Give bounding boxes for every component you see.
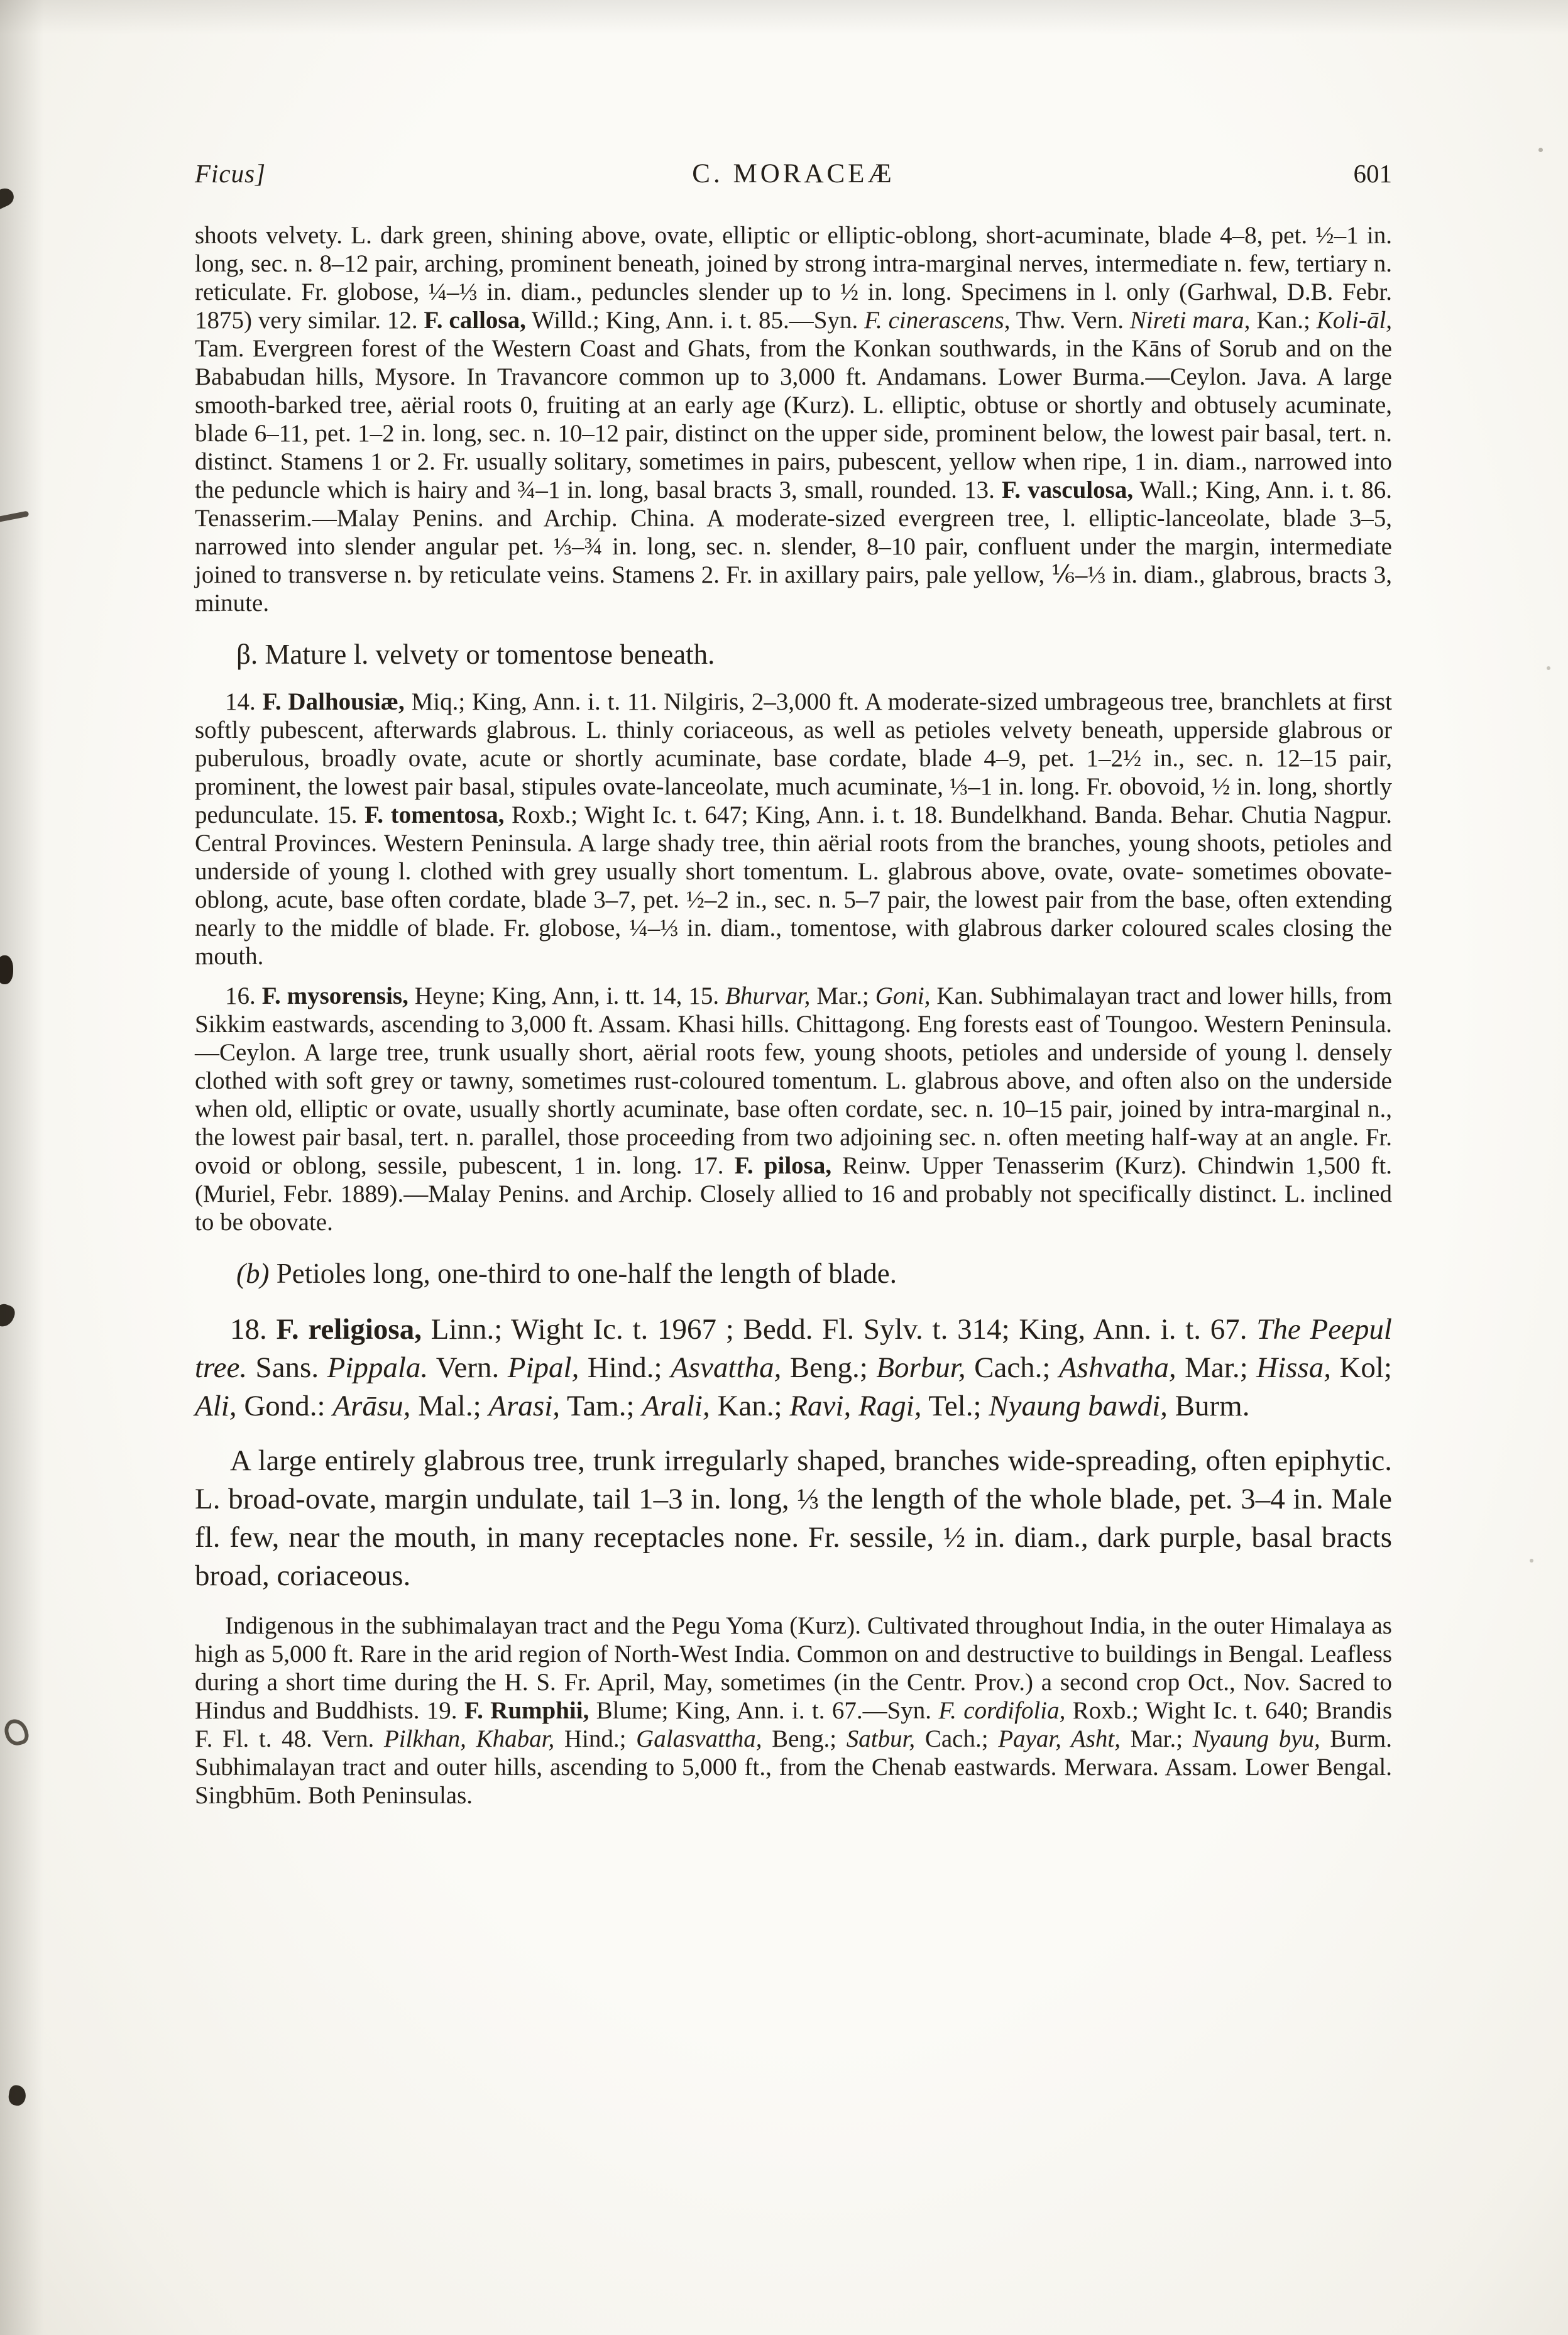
entry-18-description <box>195 1442 1392 1595</box>
entry-18-title <box>195 1310 1392 1426</box>
text-run: Sans. <box>247 1351 327 1384</box>
species-name-bold: F. pilosa, <box>734 1152 832 1179</box>
italic-term: (b) <box>236 1258 270 1289</box>
scan-speck <box>1530 1559 1533 1563</box>
text-run: Wall.; King, Ann. i. t. 86. Tenasserim.—Malay Penins. and Archip. China. A moderate-sized evergreen tree, l. elliptic-lanceolate, blade 3–5, narrowed into slender angular pet. ⅓–¾ in. long, sec. n. slender, 8–10 pair, confluent under the margin, intermediate joined to transverse n. by reticulate veins. Stamens 2. Fr. in axillary pairs, pale yellow, ⅙–⅓ in. diam., glabrous, bracts 3, minute. <box>195 476 1392 617</box>
italic-term: Nyaung bawdi, <box>989 1390 1168 1422</box>
scan-speck <box>1538 148 1543 152</box>
text-run: Hind.; <box>579 1351 671 1384</box>
text-run: Hind.; <box>554 1725 637 1752</box>
italic-term: Arali, <box>642 1390 710 1422</box>
scan-speck <box>1547 666 1550 670</box>
text-run: Burm. Subhimalayan tract and outer hills, ascending to 5,000 ft., from the Chenab eastwards. Merwara. Assam. Lower Bengal. Singbhūm. Both Peninsulas. <box>195 1725 1393 1809</box>
page-number: 601 <box>1353 159 1392 188</box>
species-name-bold: F. Dalhousiæ, <box>262 688 405 715</box>
italic-term: Pilkhan, Khabar, <box>383 1725 555 1752</box>
italic-term: Hissa, <box>1256 1351 1331 1384</box>
italic-term: Arāsu, <box>332 1390 411 1422</box>
italic-term: Asvattha, <box>671 1351 782 1384</box>
text-run: Mal.; <box>410 1390 489 1422</box>
text-run: Tel.; <box>921 1390 989 1422</box>
text-run: Willd.; King, Ann. i. t. 85.—Syn. <box>525 307 865 334</box>
text-run: Mar.; <box>1121 1725 1193 1752</box>
text-run: Kol; <box>1330 1351 1392 1384</box>
text-run: shoots velvety. L. dark green, shining above, ovate, elliptic or elliptic-oblong, short-acuminate, blade 4–8, pet. ½–1 in. long, sec. n. 8–12 pair, arching, prominent beneath, joined by strong intra-marginal nerves, intermediate n. few, tertiary n. reticulate. Fr. globose, ¼–⅓ in. diam., peduncles slender up to ½ in. long. Specimens in l. only (Garhwal, D.B. Febr. 1875) very similar. 12. <box>195 222 1392 334</box>
italic-term: Satbur, <box>846 1725 916 1752</box>
text-run: Kan. Subhimalayan tract and lower hills, from Sikkim eastwards, ascending to 3,000 ft. Assam. Khasi hills. Chittagong. Eng forests east of Toungoo. Western Peninsula.—Ceylon. A large tree, trunk usually short, aërial roots few, young shoots, petioles and underside of young l. densely clothed with soft grey or tawny, sometimes rust-coloured tomentum. L. glabrous above, and often also on the underside when old, elliptic or ovate, usually shortly acuminate, base often cordate, sec. n. 10–15 pair, joined by intra-marginal n., the lowest pair basal, tert. n. parallel, those proceeding from two adjoining sec. n. often meeting half-way at an angle. Fr. ovoid or oblong, sessile, pubescent, 1 in. long. 17. <box>195 982 1393 1179</box>
text-run: Thw. Vern. <box>1010 307 1130 334</box>
running-title-genus: Ficus] <box>195 159 266 188</box>
paragraph-distribution-19 <box>195 1612 1392 1810</box>
text-run: Miq.; King, Ann. i. t. 11. Nilgiris, 2–3,000 ft. A moderate-sized umbrageous tree, branchlets at first softly pubescent, afterwards glabrous. L. thinly coriaceous, as well as petioles velvety beneath, upperside glabrous or puberulous, broadly ovate, acute or shortly acuminate, base cordate, blade 4–9, pet. 1–2½ in., sec. n. 12–15 pair, prominent, the lowest pair basal, stipules ovate-lanceolate, much acuminate, ⅓–1 in. long. Fr. obovoid, ½ in. long, shortly pedunculate. 15. <box>195 688 1392 828</box>
italic-term: Pipal, <box>507 1351 579 1384</box>
italic-term: The Peepul tree. <box>195 1313 1392 1384</box>
text-run: Indigenous in the subhimalayan tract and the Pegu Yoma (Kurz). Cultivated throughout India, in the outer Himalaya as high as 5,000 ft. Rare in the arid region of North-West India. Common on and destructive to buildings in Bengal. Leafless during a short time during the H. S. Fr. April, May, sometimes (in the Centr. Prov.) a second crop Oct., Nov. Sacred to Hindus and Buddhists. 19. <box>195 1612 1392 1724</box>
text-run: 18. <box>230 1313 277 1346</box>
species-name-bold: F. callosa, <box>424 307 526 334</box>
italic-term: Arasi, <box>488 1390 561 1422</box>
species-name-bold: F. tomentosa, <box>365 801 505 828</box>
italic-term: Goni, <box>875 982 931 1009</box>
italic-term: Payar, Asht, <box>998 1725 1121 1752</box>
italic-term: Pippala. <box>327 1351 429 1384</box>
text-run: Cach.; <box>915 1725 999 1752</box>
species-name-bold: F. vasculosa, <box>1001 476 1134 503</box>
italic-term: F. cinerascens, <box>864 307 1011 334</box>
italic-term: Ashvatha, <box>1058 1351 1176 1384</box>
text-run: Vern. <box>428 1351 508 1384</box>
running-head <box>195 158 1392 196</box>
text-run: Linn.; Wight Ic. t. 1967 ; Bedd. Fl. Sylv. t. 314; King, Ann. i. t. 67. <box>421 1313 1257 1346</box>
text-run: Kan.; <box>1250 307 1317 334</box>
section-heading-beta <box>236 637 1392 671</box>
species-name-bold: F. religiosa, <box>276 1313 422 1346</box>
text-run: 14. <box>225 688 263 715</box>
text-run: Tam.; <box>560 1390 642 1422</box>
text-run: Roxb.; Wight Ic. t. 640; Brandis F. Fl. t. 48. Vern. <box>195 1697 1392 1752</box>
text-run: Reinw. Upper Tenasserim (Kurz). Chindwin 1,500 ft. (Muriel, Febr. 1889).—Malay Penins. and Archip. Closely allied to 16 and probably not specifically distinct. L. inclined to be obovate. <box>195 1152 1392 1236</box>
text-run: Cach.; <box>965 1351 1059 1384</box>
text-run: Blume; King, Ann. i. t. 67.—Syn. <box>589 1697 939 1724</box>
page-gutter-shadow <box>0 0 44 2335</box>
text-run: Beng.; <box>781 1351 877 1384</box>
text-run: Beng.; <box>762 1725 847 1752</box>
text-run: A large entirely glabrous tree, trunk irregularly shaped, branches wide-spreading, often epiphytic. L. broad-ovate, margin undulate, tail 1–3 in. long, ⅓ the length of the whole blade, pet. 3–4 in. Male fl. few, near the mouth, in many receptacles none. Fr. sessile, ½ in. diam., dark purple, basal bracts broad, coriaceous. <box>195 1444 1392 1592</box>
text-run: Petioles long, one-third to one-half the length of blade. <box>269 1258 897 1289</box>
text-run: Burm. <box>1167 1390 1250 1422</box>
italic-term: Bhurvar, <box>725 982 811 1009</box>
italic-term: F. cordifolia, <box>938 1697 1066 1724</box>
text-run: Mature l. velvety or tomentose beneath. <box>258 639 715 670</box>
text-run: Roxb.; Wight Ic. t. 647; King, Ann. i. t. 18. Bundelkhand. Banda. Behar. Chutia Nagpur. Central Provinces. Western Peninsula. A large shady tree, thin aërial roots from the branches, young shoots, petioles and underside of young l. clothed with grey usually short tomentum. L. glabrous above, ovate, ovate- sometimes obovate-oblong, acute, base often cordate, blade 3–7, pet. ½–2 in., sec. n. 5–7 pair, the lowest pair from the base, often extending nearly to the middle of blade. Fr. globose, ¼–⅓ in. diam., tomentose, with glabrous darker coloured scales closing the mouth. <box>195 801 1392 970</box>
italic-term: Nireti mara, <box>1129 307 1251 334</box>
italic-term: Nyaung byu, <box>1192 1725 1320 1752</box>
text-run: Mar.; <box>1176 1351 1257 1384</box>
species-name-bold: F. Rumphii, <box>464 1697 589 1724</box>
text-column <box>195 221 1392 1810</box>
paragraph-species-14-15 <box>195 688 1392 970</box>
text-run: 16. <box>225 982 262 1009</box>
text-run: Heyne; King, Ann, i. tt. 14, 15. <box>408 982 726 1009</box>
section-heading-b <box>236 1256 1392 1290</box>
text-run: Gond.: <box>236 1390 333 1422</box>
text-run: Kan.; <box>710 1390 790 1422</box>
paragraph-species-12-13 <box>195 221 1392 617</box>
italic-term: Ravi, Ragi, <box>789 1390 922 1422</box>
italic-term: Galasvattha, <box>636 1725 762 1752</box>
italic-term: Ali, <box>195 1390 237 1422</box>
text-run: Tam. Evergreen forest of the Western Coast and Ghats, from the Konkan southwards, in the Kāns of Sorub and on the Bababudan hills, Mysore. In Travancore common up to 3,000 ft. Andamans. Lower Burma.—Ceylon. Java. A large smooth-barked tree, aërial roots 0, fruiting at an early age (Kurz). L. elliptic, obtuse or shortly and obtusely acuminate, blade 6–11, pet. 1–2 in. long, sec. n. 10–12 pair, distinct on the upper side, prominent below, the lowest pair basal, tert. n. distinct. Stamens 1 or 2. Fr. usually solitary, sometimes in pairs, pubescent, yellow when ripe, 1 in. diam., narrowed into the peduncle which is hairy and ¾–1 in. long, basal bracts 3, small, rounded. 13. <box>195 335 1392 503</box>
paragraph-species-16-17 <box>195 982 1392 1236</box>
italic-term: Koli-āl, <box>1316 307 1393 334</box>
italic-term: Borbur, <box>876 1351 966 1384</box>
scan-artifact <box>0 955 13 984</box>
species-name-bold: F. mysorensis, <box>261 982 408 1009</box>
text-run: β. <box>236 639 258 670</box>
page-top-shadow <box>0 0 1568 35</box>
text-run: Mar.; <box>810 982 875 1009</box>
running-title-family: C. MORACEÆ <box>692 159 895 189</box>
